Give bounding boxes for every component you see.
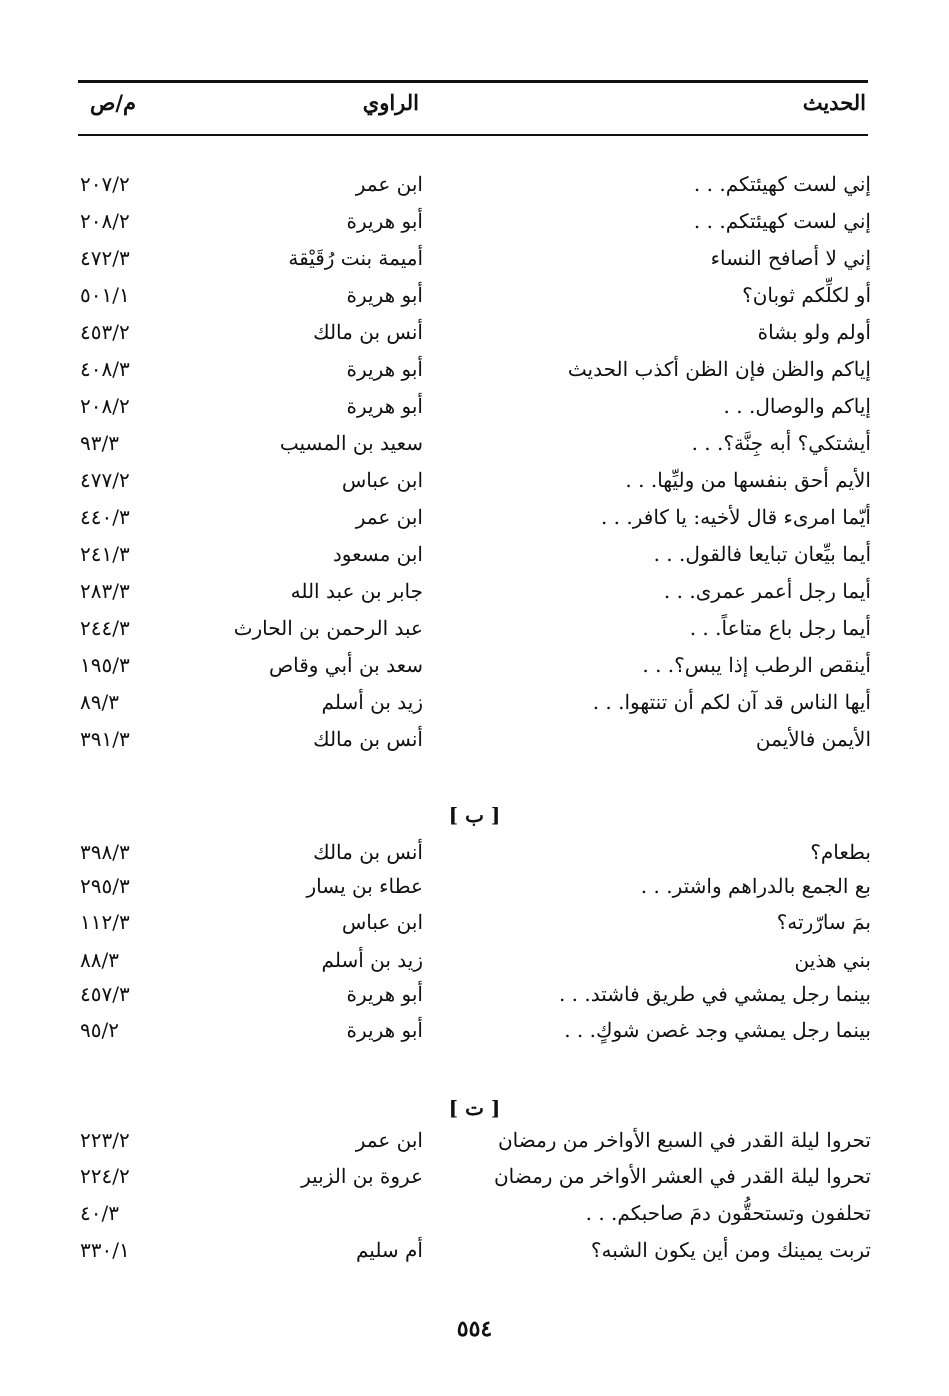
table-row [0, 394, 949, 428]
hadith-text: أيما رجل باع متاعاً. . . [689, 616, 871, 640]
narrator: أبو هريرة [346, 357, 423, 381]
hadith-text: إياكم والظن فإن الظن أكذب الحديث [567, 357, 871, 381]
reference: ١٩٥/٣ [80, 653, 130, 677]
table-row [0, 431, 949, 465]
narrator: أبو هريرة [346, 1018, 423, 1042]
table-row [0, 1201, 949, 1235]
table-row [0, 1018, 949, 1052]
hadith-text: إني لا أصافح النساء [710, 246, 871, 270]
reference: ٣٩١/٣ [80, 727, 130, 751]
table-row [0, 172, 949, 206]
narrator: أبو هريرة [346, 394, 423, 418]
table-row [0, 1164, 949, 1198]
narrator: جابر بن عبد الله [290, 579, 423, 603]
reference: ٤٧٧/٢ [80, 468, 130, 492]
table-row [0, 542, 949, 576]
narrator: أميمة بنت رُقَيْقة [288, 246, 423, 270]
header-narrator: الراوي [362, 90, 419, 115]
hadith-text: إني لست كهيئتكم. . . [693, 172, 871, 196]
narrator: أبو هريرة [346, 982, 423, 1006]
narrator: عبد الرحمن بن الحارث [233, 616, 423, 640]
hadith-text: أيما رجل أعمر عمرى. . . [663, 579, 871, 603]
reference: ٢٩٥/٣ [80, 874, 130, 898]
narrator: ابن عمر [355, 1128, 423, 1152]
reference: ٤٤٠/٣ [80, 505, 130, 529]
hadith-text: بينما رجل يمشي في طريق فاشتد. . . [558, 982, 871, 1006]
hadith-text: تحروا ليلة القدر في السبع الأواخر من رمضان [497, 1128, 871, 1152]
hadith-text: بع الجمع بالدراهم واشتر. . . [640, 874, 871, 898]
table-row [0, 283, 949, 317]
hadith-text: الأيم أحق بنفسها من وليِّها. . . [625, 468, 871, 492]
table-row [0, 616, 949, 650]
hadith-text: أينقص الرطب إذا يبس؟. . . [642, 653, 871, 677]
table-row [0, 1238, 949, 1272]
hadith-text: بني هذين [794, 948, 871, 972]
header-ref: م/ص [90, 90, 137, 115]
hadith-text: بمَ سارّرته؟ [776, 910, 871, 934]
reference: ٢٤١/٣ [80, 542, 130, 566]
hadith-text: أيما بيِّعان تبايعا فالقول. . . [653, 542, 871, 566]
table-row [0, 840, 949, 874]
table-row [0, 246, 949, 280]
narrator: عطاء بن يسار [306, 874, 423, 898]
narrator: ابن عباس [341, 468, 423, 492]
narrator: ابن عباس [341, 910, 423, 934]
reference: ٢٨٣/٣ [80, 579, 130, 603]
section-heading-ba: [ ب ] [448, 803, 501, 827]
reference: ٨٩/٣ [80, 690, 119, 714]
narrator: أم سليم [355, 1238, 423, 1262]
narrator: أبو هريرة [346, 283, 423, 307]
reference: ٢٢٣/٢ [80, 1128, 130, 1152]
reference: ٢٠٨/٢ [80, 209, 130, 233]
header-rule [78, 134, 868, 136]
reference: ٨٨/٣ [80, 948, 119, 972]
table-row [0, 910, 949, 944]
hadith-text: تحلفون وتستحقُّون دمَ صاحبكم. . . [585, 1201, 871, 1225]
narrator: سعيد بن المسيب [279, 431, 423, 455]
narrator: زيد بن أسلم [321, 948, 423, 972]
hadith-text: الأيمن فالأيمن [755, 727, 871, 751]
top-rule [78, 80, 868, 83]
reference: ٢٢٤/٢ [80, 1164, 130, 1188]
narrator: ابن مسعود [332, 542, 423, 566]
reference: ٤٧٢/٣ [80, 246, 130, 270]
reference: ٤٠٨/٣ [80, 357, 130, 381]
table-row [0, 874, 949, 908]
reference: ٤٠/٣ [80, 1201, 119, 1225]
reference: ٣٣٠/١ [80, 1238, 130, 1262]
reference: ٢٤٤/٣ [80, 616, 130, 640]
narrator: أنس بن مالك [313, 320, 423, 344]
table-row [0, 209, 949, 243]
table-row [0, 320, 949, 354]
header-hadith: الحديث [802, 90, 866, 115]
hadith-text: إياكم والوصال. . . [723, 394, 871, 418]
hadith-text: أولم ولو بشاة [757, 320, 871, 344]
reference: ٣٩٨/٣ [80, 840, 130, 864]
hadith-text: بطعام؟ [810, 840, 871, 864]
table-row [0, 727, 949, 761]
reference: ١١٢/٣ [80, 910, 130, 934]
hadith-text: أو لكلِّكم ثوبان؟ [742, 283, 871, 307]
narrator: زيد بن أسلم [321, 690, 423, 714]
table-row [0, 653, 949, 687]
table-row [0, 468, 949, 502]
table-row [0, 579, 949, 613]
hadith-text: بينما رجل يمشي وجد غصن شوكٍ. . . [564, 1018, 871, 1042]
hadith-text: أيها الناس قد آن لكم أن تنتهوا. . . [592, 690, 871, 714]
table-row [0, 948, 949, 982]
hadith-text: أيّما امرىء قال لأخيه: يا كافر. . . [600, 505, 871, 529]
reference: ٩٥/٢ [80, 1018, 119, 1042]
reference: ٢٠٨/٢ [80, 394, 130, 418]
reference: ٥٠١/١ [80, 283, 130, 307]
narrator: أنس بن مالك [313, 727, 423, 751]
reference: ٤٥٣/٢ [80, 320, 130, 344]
narrator: عروة بن الزبير [301, 1164, 423, 1188]
page-number: ٥٥٤ [456, 1316, 493, 1342]
hadith-text: تحروا ليلة القدر في العشر الأواخر من رمضان [493, 1164, 871, 1188]
narrator: سعد بن أبي وقاص [268, 653, 423, 677]
table-row [0, 505, 949, 539]
reference: ٤٥٧/٣ [80, 982, 130, 1006]
reference: ٢٠٧/٢ [80, 172, 130, 196]
narrator: ابن عمر [355, 505, 423, 529]
narrator: أنس بن مالك [313, 840, 423, 864]
hadith-text: إني لست كهيئتكم. . . [693, 209, 871, 233]
section-heading-ta: [ ت ] [448, 1096, 501, 1120]
table-row [0, 982, 949, 1016]
reference: ٩٣/٣ [80, 431, 119, 455]
hadith-text: تربت يمينك ومن أين يكون الشبه؟ [590, 1238, 871, 1262]
table-row [0, 690, 949, 724]
narrator: أبو هريرة [346, 209, 423, 233]
narrator: ابن عمر [355, 172, 423, 196]
table-row [0, 1128, 949, 1162]
hadith-text: أيشتكي؟ أبه جِنَّة؟. . . [691, 431, 871, 455]
table-row [0, 357, 949, 391]
